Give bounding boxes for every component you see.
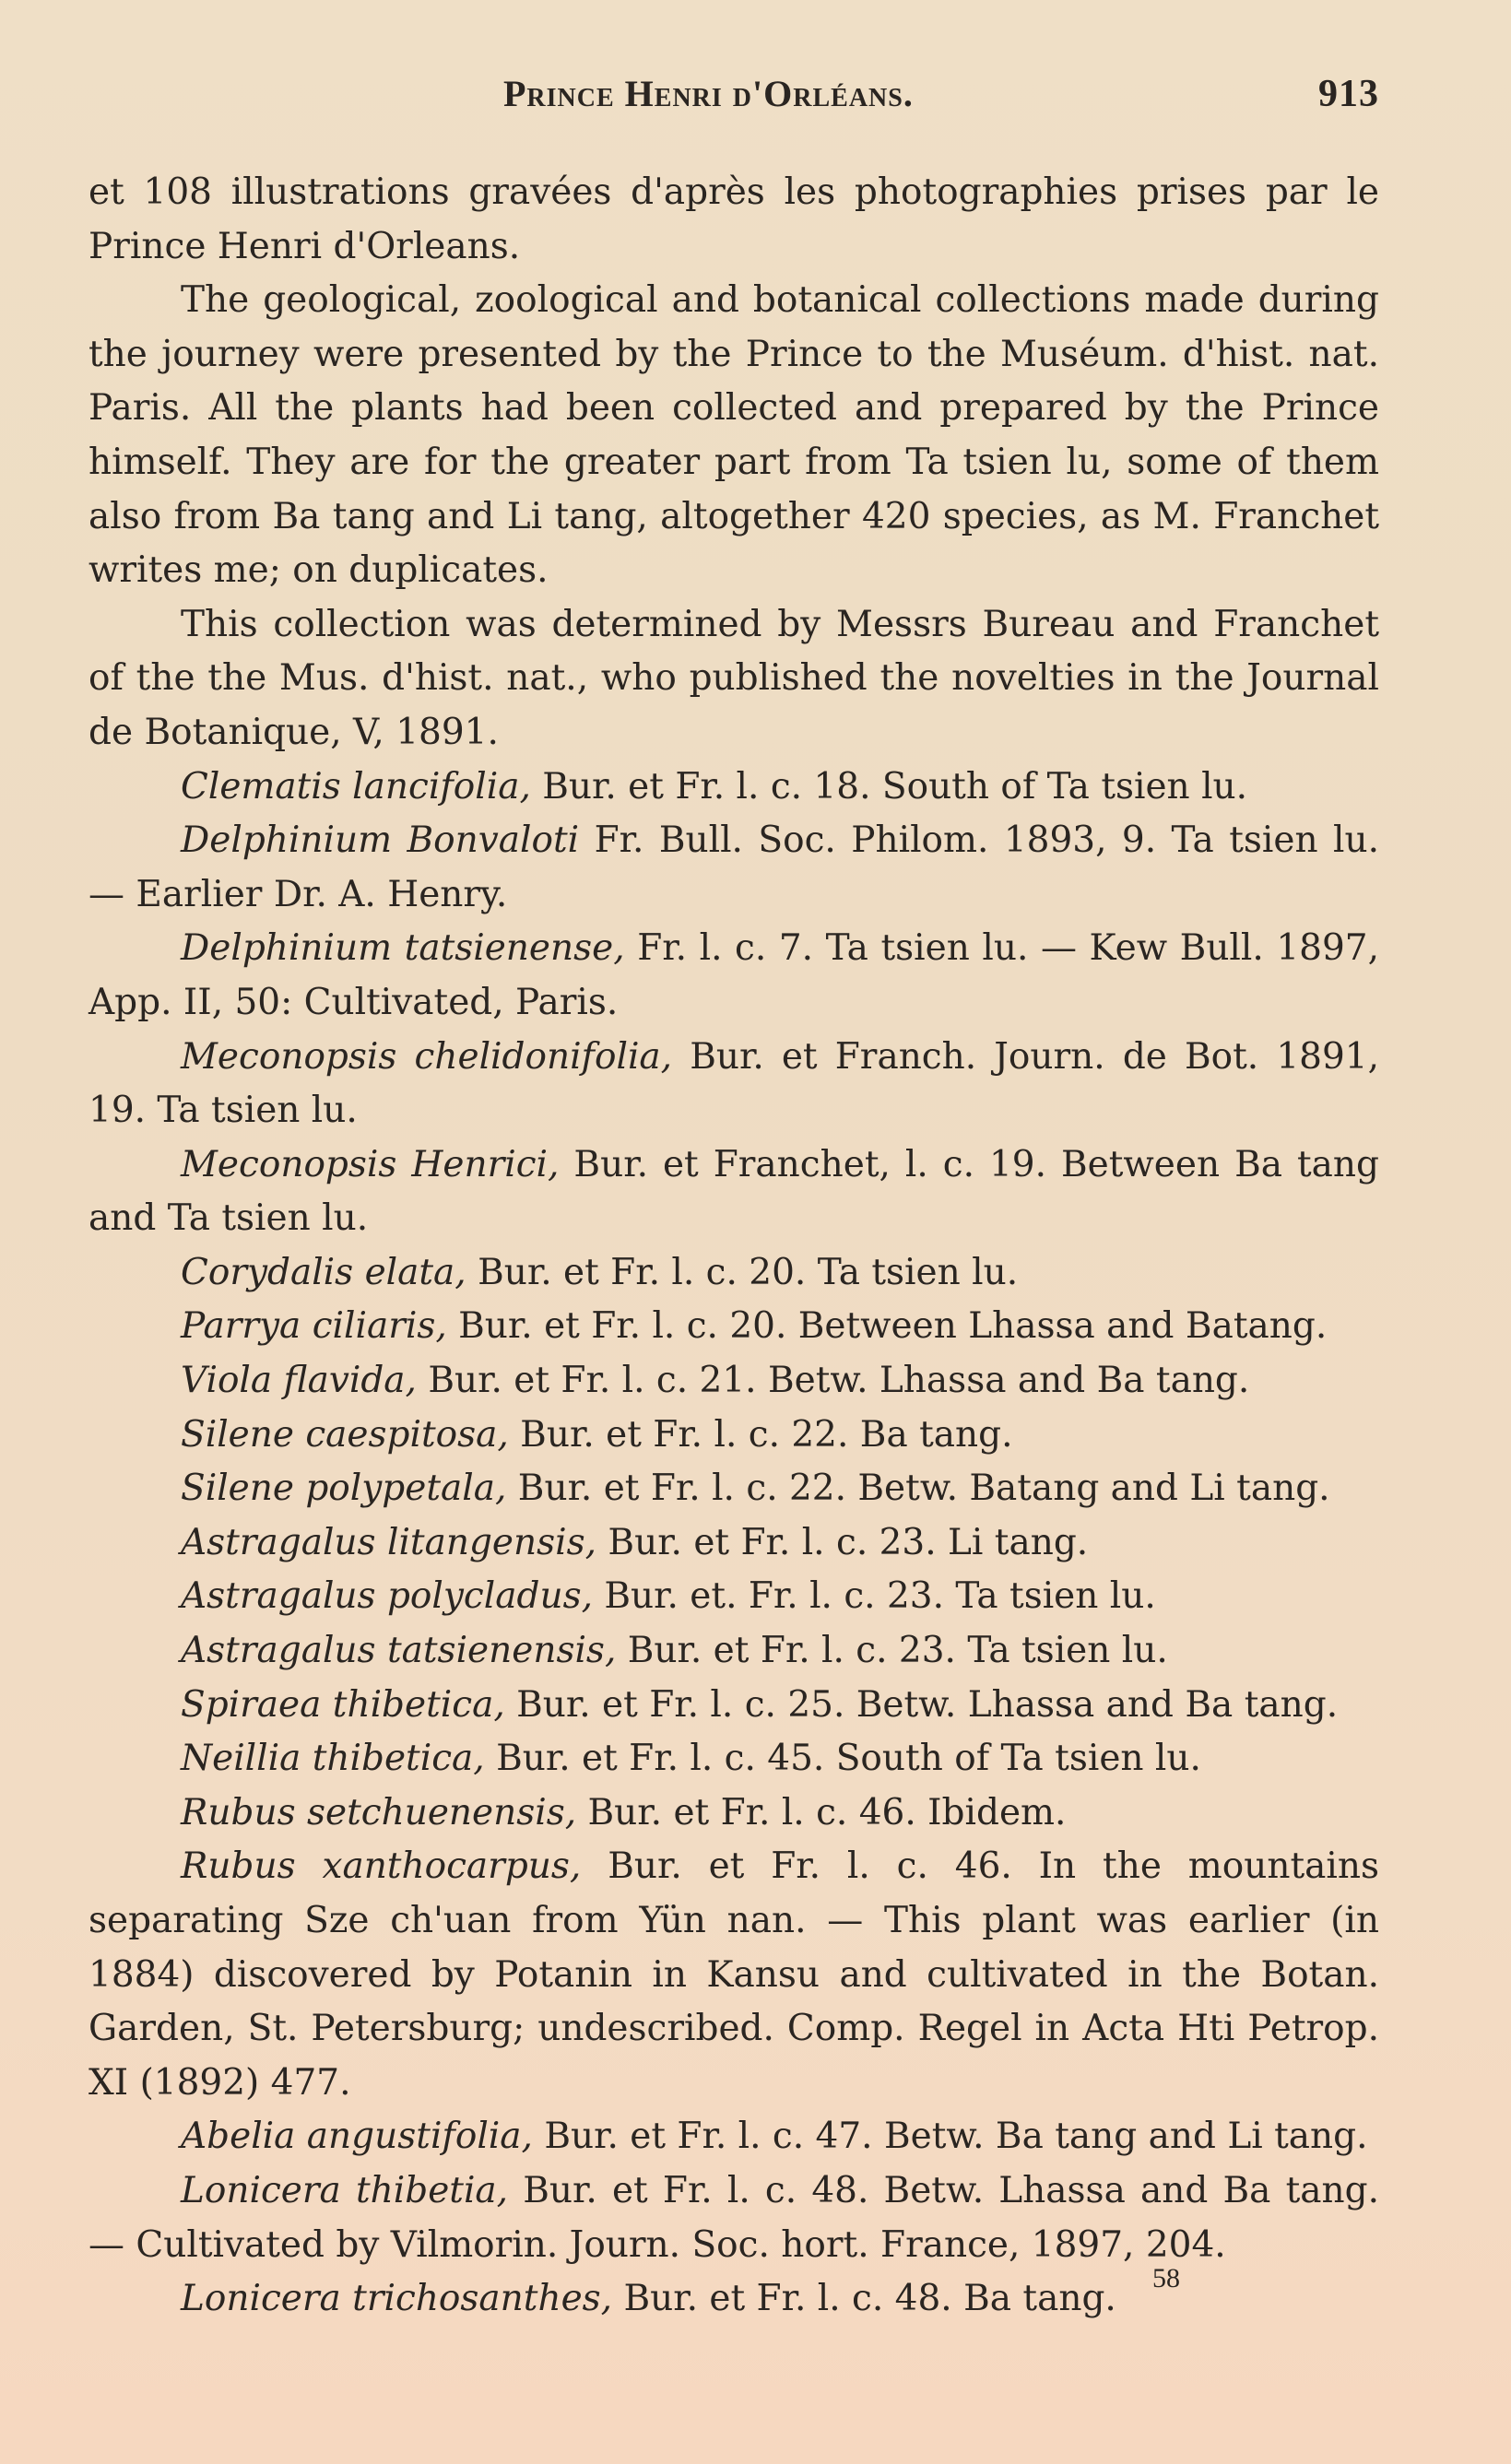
species-name: Rubus xanthocarpus, xyxy=(181,1845,582,1888)
species-name: Lonicera trichosanthes, xyxy=(181,2278,613,2320)
species-citation: Bur. et Fr. l. c. 25. Betw. Lhassa and Ba tang. xyxy=(504,1683,1339,1726)
paragraph-text: et 108 illustrations gravées d'après les photographies prises par le Prince Henri d'Orleans. xyxy=(89,171,1379,267)
species-name: Spiraea thibetica, xyxy=(181,1683,505,1726)
species-citation: Bur. et Fr. l. c. 46. In the mountains separating Sze ch'uan from Yün nan. — This plant was earlier (in 1884) discovered by Potanin in Kansu and cultivated in the Botan. Garden, St. Petersburg; undescribed. Comp. Regel in Acta Hti Petrop. XI (1892) 477. xyxy=(89,1845,1379,2104)
species-name: Parrya ciliaris, xyxy=(181,1305,447,1348)
species-name: Astragalus litangensis, xyxy=(181,1521,597,1563)
species-entry xyxy=(89,2164,1379,2272)
species-citation: Bur. et Fr. l. c. 47. Betw. Ba tang and Li tang. xyxy=(532,2116,1368,2158)
species-name: Rubus setchuenensis, xyxy=(181,1791,577,1833)
species-name: Viola flavida, xyxy=(181,1360,417,1402)
species-entry xyxy=(89,1679,1379,1733)
species-name: Neillia thibetica, xyxy=(181,1738,485,1780)
species-name: Corydalis elata, xyxy=(181,1251,466,1293)
species-name: Lonicera thibetia, xyxy=(181,2169,509,2211)
species-entry xyxy=(89,814,1379,922)
species-name: Abelia angustifolia, xyxy=(181,2116,533,2158)
species-entry xyxy=(89,1840,1379,2110)
paragraph-text: The geological, zoological and botanical collections made during the journey were presented by the Prince to the Muséum. d'hist. nat. Paris. All the plants had been collected and prepared by the Prince himself. They are for the greater part from Ta tsien lu, some of them also from Ba tang and Li tang, altogether 420 species, as M. Franchet writes me; on duplicates. xyxy=(89,279,1379,592)
species-entry xyxy=(89,1462,1379,1516)
species-entry xyxy=(89,1246,1379,1301)
page xyxy=(89,72,1379,2327)
species-citation: Bur. et Fr. l. c. 45. South of Ta tsien lu. xyxy=(484,1738,1201,1780)
running-title: Prince Henri d'Orléans. xyxy=(503,73,914,114)
species-citation: Bur. et Fr. l. c. 22. Ba tang. xyxy=(508,1413,1013,1456)
species-citation: Bur. et Fr. l. c. 22. Betw. Batang and Li tang. xyxy=(506,1468,1330,1510)
species-citation: Bur. et Fr. l. c. 48. Betw. Lhassa and Ba tang. — Cultivated by Vilmorin. Journ. Soc. hort. France, 1897, 204. xyxy=(89,2169,1379,2266)
species-citation: Bur. et Fr. l. c. 23. Ta tsien lu. xyxy=(616,1630,1168,1672)
species-citation: Bur. et. Fr. l. c. 23. Ta tsien lu. xyxy=(592,1575,1156,1618)
species-citation: Bur. et Franchet, l. c. 19. Between Ba tang and Ta tsien lu. xyxy=(89,1143,1379,1240)
species-name: Astragalus polycladus, xyxy=(181,1575,593,1618)
paragraph xyxy=(89,166,1379,274)
species-entry xyxy=(89,760,1379,815)
body-text xyxy=(89,166,1379,2327)
paragraph-text: This collection was determined by Messrs Bureau and Franchet of the the Mus. d'hist. nat., who published the novelties in the Journal de Botanique, V, 1891. xyxy=(89,603,1379,753)
species-name: Delphinium Bonvaloti xyxy=(181,819,580,862)
species-entry xyxy=(89,1624,1379,1679)
species-citation: Bur. et Franch. Journ. de Bot. 1891, 19. Ta tsien lu. xyxy=(89,1035,1379,1132)
species-citation: Bur. et Fr. l. c. 20. Ta tsien lu. xyxy=(466,1251,1019,1293)
species-entry xyxy=(89,1300,1379,1354)
species-entry xyxy=(89,1354,1379,1409)
species-entry xyxy=(89,1516,1379,1571)
species-entry xyxy=(89,1570,1379,1624)
species-entry xyxy=(89,1732,1379,1786)
species-name: Meconopsis Henrici, xyxy=(181,1143,560,1185)
species-entry xyxy=(89,2110,1379,2164)
species-citation: Fr. l. c. 7. Ta tsien lu. — Kew Bull. 1897, App. II, 50: Cultivated, Paris. xyxy=(89,927,1380,1023)
paragraph xyxy=(89,274,1379,598)
running-head xyxy=(89,72,1379,136)
paragraph xyxy=(89,598,1379,760)
page-number: 913 xyxy=(1318,73,1379,115)
species-citation: Bur. et Fr. l. c. 18. South of Ta tsien lu. xyxy=(530,765,1248,808)
species-citation: Bur. et Fr. l. c. 20. Between Lhassa and Batang. xyxy=(446,1305,1328,1348)
species-name: Silene polypetala, xyxy=(181,1468,507,1510)
species-citation: Bur. et Fr. l. c. 46. Ibidem. xyxy=(576,1791,1067,1833)
species-name: Delphinium tatsienense, xyxy=(181,927,625,970)
species-entry xyxy=(89,1031,1379,1138)
species-entry xyxy=(89,922,1379,1030)
species-entry xyxy=(89,1409,1379,1463)
species-citation: Bur. et Fr. l. c. 48. Ba tang. xyxy=(612,2278,1116,2320)
species-citation: Fr. Bull. Soc. Philom. 1893, 9. Ta tsien lu. — Earlier Dr. A. Henry. xyxy=(89,819,1379,915)
species-entry xyxy=(89,1138,1379,1246)
species-name: Astragalus tatsienensis, xyxy=(181,1630,617,1672)
species-name: Silene caespitosa, xyxy=(181,1413,509,1456)
species-entry xyxy=(89,1786,1379,1841)
species-entry xyxy=(89,2272,1379,2327)
species-name: Meconopsis chelidonifolia, xyxy=(181,1035,673,1078)
species-citation: Bur. et Fr. l. c. 21. Betw. Lhassa and Ba tang. xyxy=(416,1360,1250,1402)
species-citation: Bur. et Fr. l. c. 23. Li tang. xyxy=(596,1521,1089,1563)
species-name: Clematis lancifolia, xyxy=(181,765,531,808)
signature-mark: 58 xyxy=(1152,2263,1180,2293)
